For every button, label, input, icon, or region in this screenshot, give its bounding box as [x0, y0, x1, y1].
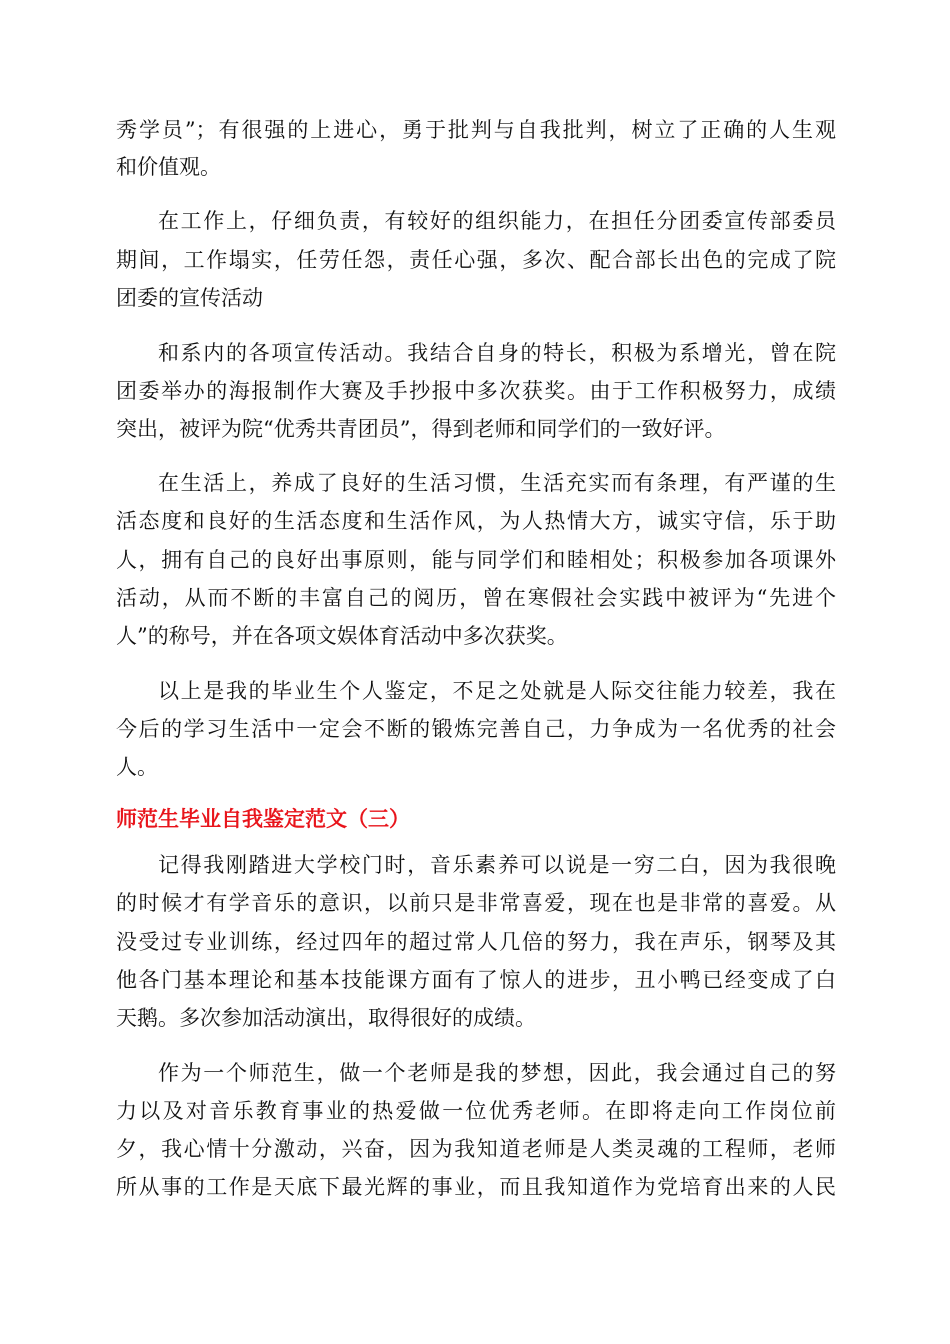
- paragraph-line: 人，拥有自己的良好出事原则，能与同学们和睦相处；积极参加各项课外: [116, 548, 836, 572]
- paragraph-line: 秀学员”；有很强的上进心，勇于批判与自我批判，树立了正确的人生观: [116, 118, 836, 142]
- paragraph-line: 团委举办的海报制作大赛及手抄报中多次获奖。由于工作积极努力，成绩: [116, 379, 836, 403]
- paragraph-line: 记得我刚踏进大学校门时，音乐素养可以说是一穷二白，因为我很晚: [158, 853, 836, 877]
- paragraph-line: 人。: [116, 755, 158, 779]
- paragraph-line: 期间，工作塌实，任劳任怨，责任心强，多次、配合部长出色的完成了院: [116, 248, 836, 272]
- paragraph-line: 在生活上，养成了良好的生活习惯，生活充实而有条理，有严谨的生: [158, 471, 836, 495]
- paragraph-line: 活态度和良好的生活态度和生活作风，为人热情大方，诚实守信，乐于助: [116, 509, 836, 533]
- paragraph-line: 没受过专业训练，经过四年的超过常人几倍的努力，我在声乐，钢琴及其: [116, 930, 836, 954]
- paragraph-line: 今后的学习生活中一定会不断的锻炼完善自己，力争成为一名优秀的社会: [116, 717, 836, 741]
- paragraph-line: 作为一个师范生，做一个老师是我的梦想，因此，我会通过自己的努: [158, 1061, 836, 1085]
- paragraph-line: 人”的称号，并在各项文娱体育活动中多次获奖。: [116, 624, 568, 648]
- paragraph-line: 团委的宣传活动: [116, 286, 263, 310]
- paragraph-line: 突出，被评为院“优秀共青团员”，得到老师和同学们的一致好评。: [116, 417, 726, 441]
- paragraph-line: 天鹅。多次参加活动演出，取得很好的成绩。: [116, 1006, 536, 1030]
- paragraph-line: 活动，从而不断的丰富自己的阅历，曾在寒假社会实践中被评为“先进个: [116, 586, 836, 610]
- section-heading: 师范生毕业自我鉴定范文（三）: [116, 807, 410, 831]
- paragraph-line: 以上是我的毕业生个人鉴定，不足之处就是人际交往能力较差，我在: [158, 679, 836, 703]
- paragraph-line: 他各门基本理论和基本技能课方面有了惊人的进步，丑小鸭已经变成了白: [116, 968, 836, 992]
- paragraph-line: 力以及对音乐教育事业的热爱做一位优秀老师。在即将走向工作岗位前: [116, 1099, 836, 1123]
- paragraph-line: 和价值观。: [116, 155, 221, 179]
- paragraph-line: 所从事的工作是天底下最光辉的事业，而且我知道作为党培育出来的人民: [116, 1175, 836, 1199]
- paragraph-line: 和系内的各项宣传活动。我结合自身的特长，积极为系增光，曾在院: [158, 341, 836, 365]
- paragraph-line: 的时候才有学音乐的意识，以前只是非常喜爱，现在也是非常的喜爱。从: [116, 891, 836, 915]
- paragraph-line: 夕，我心情十分激动，兴奋，因为我知道老师是人类灵魂的工程师，老师: [116, 1137, 836, 1161]
- paragraph-line: 在工作上，仔细负责，有较好的组织能力，在担任分团委宣传部委员: [158, 209, 836, 233]
